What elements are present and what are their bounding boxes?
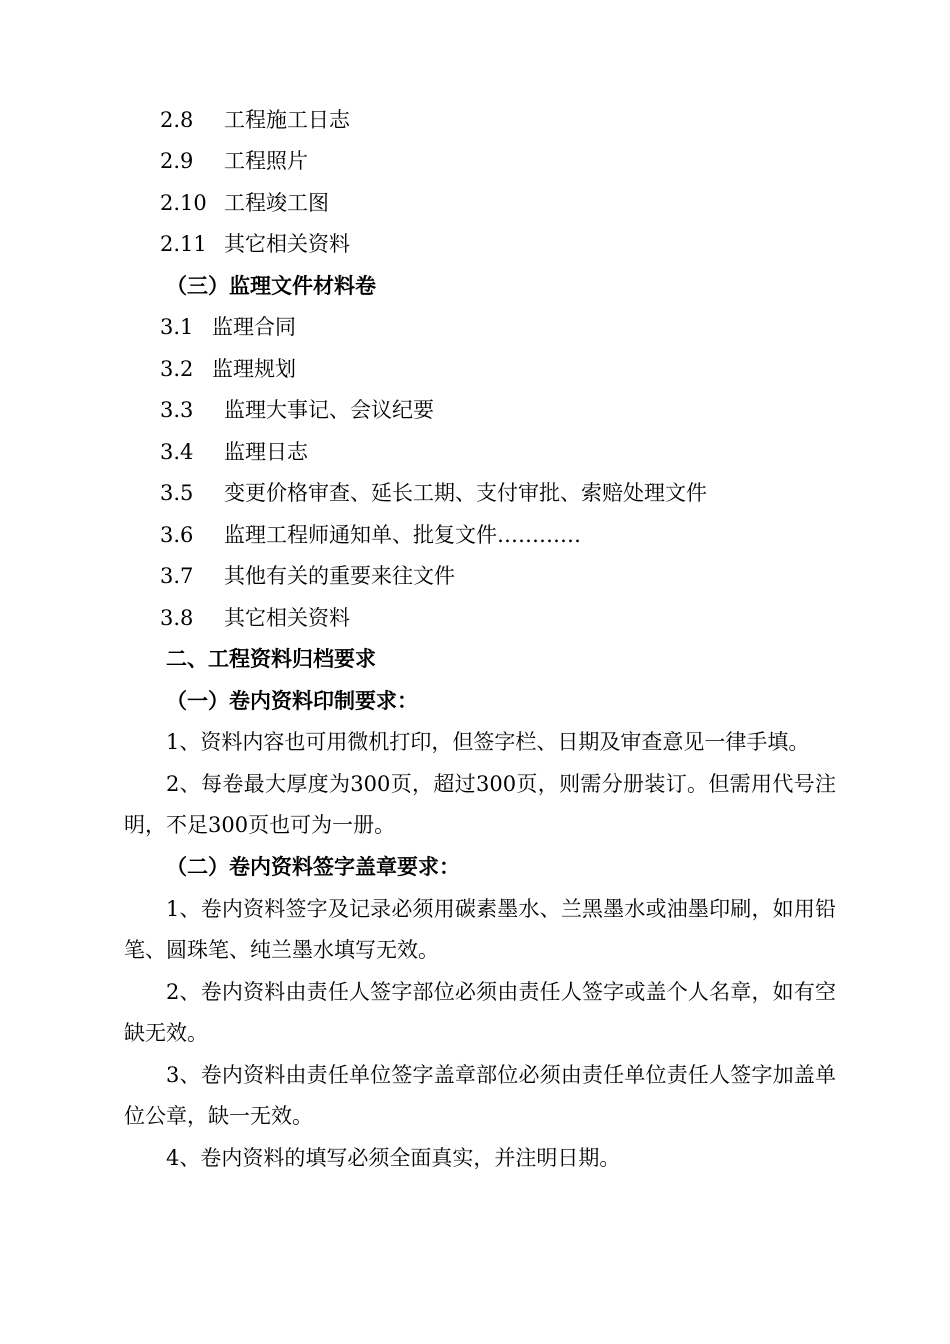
list-item-3-7 (160, 562, 455, 590)
item-text: 监理工程师通知单、批复文件………… (224, 523, 581, 547)
item-number: 3.2 (160, 357, 194, 381)
list-item-3-4 (160, 438, 308, 466)
item-number: 3.4 (160, 440, 194, 464)
section-3-heading: （三）监理文件材料卷 (166, 273, 376, 298)
list-item-3-8 (160, 604, 350, 632)
item-text: 工程竣工图 (224, 191, 329, 215)
item-number: 2.8 (160, 108, 194, 132)
paragraph-print-2: 2、每卷最大厚度为300页，超过300页，则需分册装订。但需用代号注明，不足300页也可为一册。 (124, 772, 836, 837)
item-text: 其它相关资料 (224, 606, 350, 630)
item-text: 工程施工日志 (224, 108, 350, 132)
list-item-2-8 (160, 106, 350, 134)
list-item-2-11 (160, 230, 350, 258)
item-text: 变更价格审查、延长工期、支付审批、索赔处理文件 (224, 481, 707, 505)
paragraph-sign-3: 3、卷内资料由责任单位签字盖章部位必须由责任单位责任人签字加盖单位公章，缺一无效。 (124, 1063, 836, 1128)
list-item-2-10 (160, 189, 329, 217)
list-item-3-5 (160, 479, 707, 507)
item-number: 2.10 (160, 191, 207, 215)
list-item-2-9 (160, 147, 308, 175)
item-number: 3.5 (160, 481, 194, 505)
subsection-2-heading: （二）卷内资料签字盖章要求： (166, 854, 460, 879)
paragraph-sign-4: 4、卷内资料的填写必须全面真实，并注明日期。 (166, 1146, 621, 1170)
item-text: 监理合同 (212, 315, 296, 339)
item-number: 2.9 (160, 149, 194, 173)
list-item-3-3 (160, 396, 434, 424)
item-text: 监理大事记、会议纪要 (224, 398, 434, 422)
item-number: 3.6 (160, 523, 194, 547)
item-number: 2.11 (160, 232, 207, 256)
chapter-2-heading: 二、工程资料归档要求 (166, 646, 376, 671)
list-item-3-6 (160, 521, 581, 549)
paragraph-sign-2: 2、卷内资料由责任人签字部位必须由责任人签字或盖个人名章，如有空缺无效。 (124, 980, 836, 1045)
item-text: 其它相关资料 (224, 232, 350, 256)
list-item-3-1 (160, 313, 296, 341)
item-number: 3.3 (160, 398, 194, 422)
item-number: 3.8 (160, 606, 194, 630)
item-text: 工程照片 (224, 149, 308, 173)
item-number: 3.1 (160, 315, 194, 339)
item-text: 其他有关的重要来往文件 (224, 564, 455, 588)
item-text: 监理规划 (212, 357, 296, 381)
item-text: 监理日志 (224, 440, 308, 464)
subsection-1-heading: （一）卷内资料印制要求： (166, 688, 418, 713)
paragraph-print-1: 1、资料内容也可用微机打印，但签字栏、日期及审查意见一律手填。 (166, 730, 810, 754)
list-item-3-2 (160, 355, 296, 383)
paragraph-sign-1: 1、卷内资料签字及记录必须用碳素墨水、兰黑墨水或油墨印刷，如用铅笔、圆珠笔、纯兰墨水填写无效。 (124, 897, 836, 962)
item-number: 3.7 (160, 564, 194, 588)
